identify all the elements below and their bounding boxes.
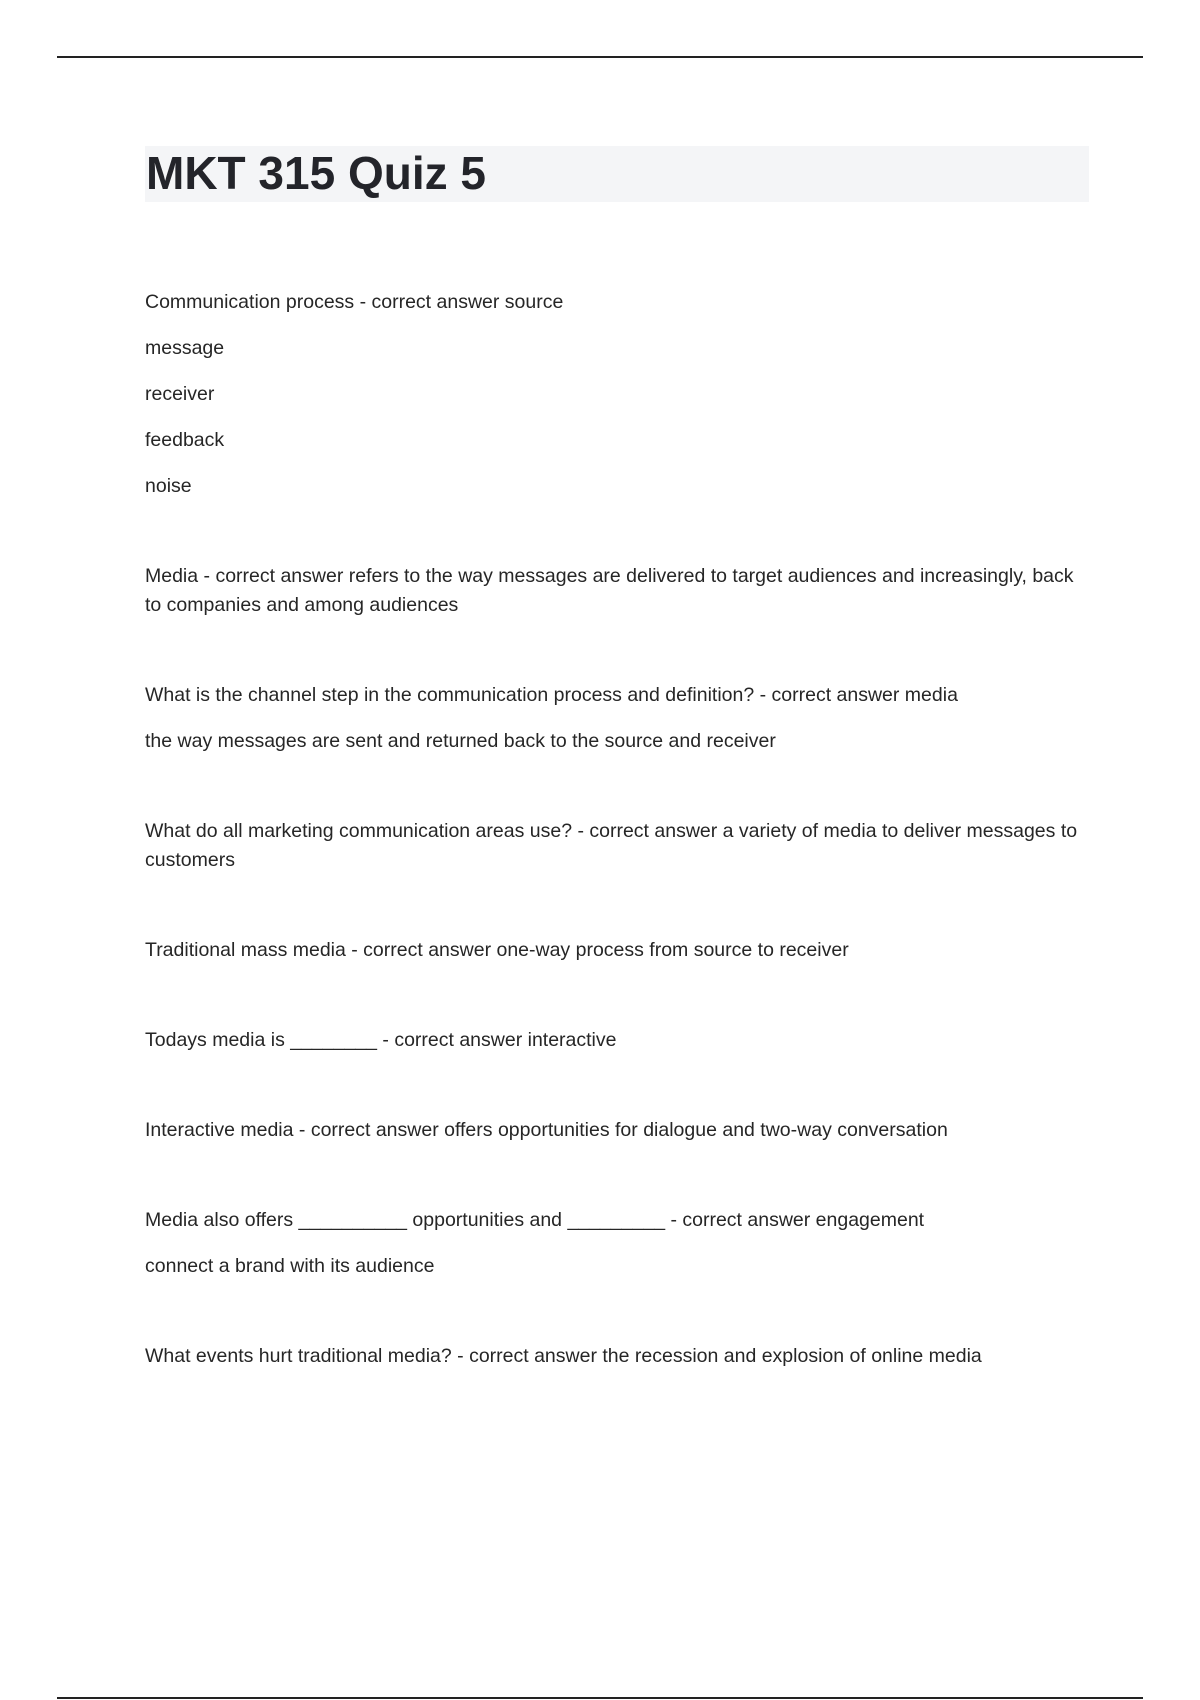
qa-line: receiver [145,383,215,405]
qa-item [145,1026,1085,1055]
qa-item [145,562,1085,620]
qa-line: message [145,337,225,359]
document-body [145,288,1085,1432]
qa-line: What events hurt traditional media? - correct answer the recession and explosion of online media [145,1345,982,1367]
qa-line: the way messages are sent and returned back to the source and receiver [145,730,776,752]
qa-line: Todays media is ________ - correct answer interactive [145,1029,617,1051]
qa-line: Traditional mass media - correct answer one-way process from source to receiver [145,939,849,961]
qa-line: What is the channel step in the communication process and definition? - correct answer media [145,684,958,706]
qa-line: Media also offers __________ opportunities and _________ - correct answer engagement [145,1209,925,1231]
qa-item [145,288,1085,501]
qa-item [145,1342,1085,1371]
qa-line: Communication process - correct answer source [145,291,564,313]
qa-item [145,681,1085,756]
document-title: MKT 315 Quiz 5 [146,147,486,199]
qa-line: Media - correct answer refers to the way messages are delivered to target audiences and increasingly, back to companies and among audiences [145,565,1074,616]
qa-line: noise [145,475,192,497]
qa-item [145,817,1085,875]
qa-item [145,1206,1085,1281]
qa-line: feedback [145,429,225,451]
top-divider [57,56,1143,58]
qa-line: connect a brand with its audience [145,1255,435,1277]
qa-line: Interactive media - correct answer offers opportunities for dialogue and two-way conversation [145,1119,948,1141]
qa-line: What do all marketing communication areas use? - correct answer a variety of media to deliver messages to customers [145,820,1078,871]
qa-item [145,1116,1085,1145]
bottom-divider [57,1697,1143,1699]
qa-item [145,936,1085,965]
